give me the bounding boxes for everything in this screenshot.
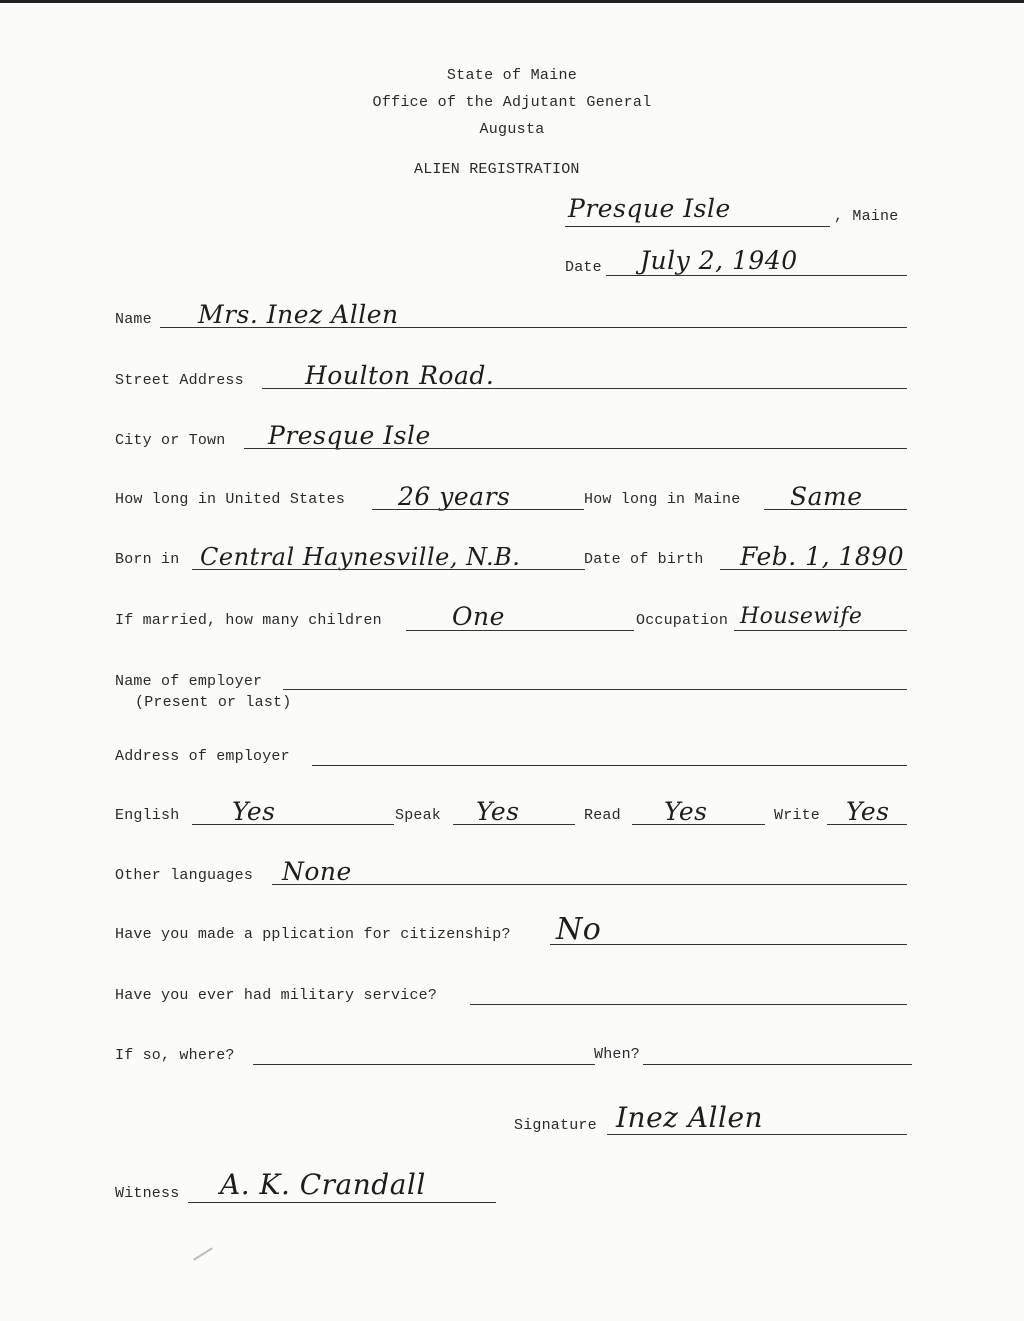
citizenship-line <box>550 944 907 945</box>
street-address-label: Street Address <box>115 372 244 389</box>
header-city: Augusta <box>479 121 545 138</box>
how-long-maine-line <box>764 509 907 510</box>
born-in-line <box>192 569 585 570</box>
military-label: Have you ever had military service? <box>115 987 438 1004</box>
place-suffix: , Maine <box>834 208 899 225</box>
english-label: English <box>115 807 180 824</box>
name-line <box>160 327 907 328</box>
city-line <box>244 448 907 449</box>
witness-label: Witness <box>115 1185 180 1202</box>
employer-address-line <box>312 765 907 766</box>
date-of-birth-value: Feb. 1, 1890 <box>740 542 905 571</box>
read-value: Yes <box>664 797 708 826</box>
speak-line <box>453 824 575 825</box>
write-value: Yes <box>846 797 890 826</box>
where-line <box>253 1064 595 1065</box>
header-office: Office of the Adjutant General <box>372 94 652 111</box>
date-of-birth-label: Date of birth <box>584 551 704 568</box>
other-languages-line <box>272 884 907 885</box>
employer-name-sublabel: (Present or last) <box>135 694 292 711</box>
children-line <box>406 630 634 631</box>
street-address-value: Houlton Road. <box>305 361 495 390</box>
date-value: July 2, 1940 <box>640 246 798 275</box>
speak-value: Yes <box>476 797 520 826</box>
employer-address-label: Address of employer <box>115 748 290 765</box>
write-label: Write <box>774 807 821 824</box>
signature-value: Inez Allen <box>616 1101 764 1134</box>
name-value: Mrs. Inez Allen <box>198 300 399 329</box>
where-label: If so, where? <box>115 1047 235 1064</box>
how-long-us-line <box>372 509 584 510</box>
other-languages-label: Other languages <box>115 867 254 884</box>
speak-label: Speak <box>395 807 442 824</box>
date-line <box>606 275 907 276</box>
how-long-us-label: How long in United States <box>115 491 346 508</box>
read-label: Read <box>584 807 621 824</box>
read-line <box>632 824 765 825</box>
write-line <box>827 824 907 825</box>
born-in-value: Central Haynesville, N.B. <box>200 543 521 571</box>
military-line <box>470 1004 907 1005</box>
children-label: If married, how many children <box>115 612 382 629</box>
form-title: ALIEN REGISTRATION <box>414 161 580 178</box>
english-line <box>192 824 394 825</box>
witness-value: A. K. Crandall <box>220 1168 426 1201</box>
occupation-label: Occupation <box>636 612 729 629</box>
occupation-line <box>734 630 907 631</box>
when-label: When? <box>594 1046 641 1063</box>
occupation-value: Housewife <box>740 604 863 629</box>
paper-mark <box>193 1247 213 1260</box>
born-in-label: Born in <box>115 551 180 568</box>
name-label: Name <box>115 311 152 328</box>
place-line <box>565 226 830 227</box>
employer-name-label: Name of employer <box>115 673 263 690</box>
signature-line <box>607 1134 907 1135</box>
how-long-maine-value: Same <box>790 482 863 511</box>
date-of-birth-line <box>720 569 907 570</box>
city-value: Presque Isle <box>268 421 431 450</box>
employer-name-line <box>283 689 907 690</box>
children-value: One <box>452 602 505 631</box>
header-state: State of Maine <box>446 67 578 84</box>
witness-line <box>188 1202 496 1203</box>
other-languages-value: None <box>282 857 352 886</box>
street-address-line <box>262 388 907 389</box>
english-value: Yes <box>232 797 276 826</box>
place-value: Presque Isle <box>568 194 731 223</box>
how-long-us-value: 26 years <box>398 482 511 511</box>
signature-label: Signature <box>514 1117 597 1134</box>
date-label: Date <box>565 259 602 276</box>
citizenship-label: Have you made a pplication for citizenship? <box>115 926 511 943</box>
when-line <box>643 1064 912 1065</box>
citizenship-value: No <box>556 912 602 947</box>
city-label: City or Town <box>115 432 226 449</box>
how-long-maine-label: How long in Maine <box>584 491 741 508</box>
